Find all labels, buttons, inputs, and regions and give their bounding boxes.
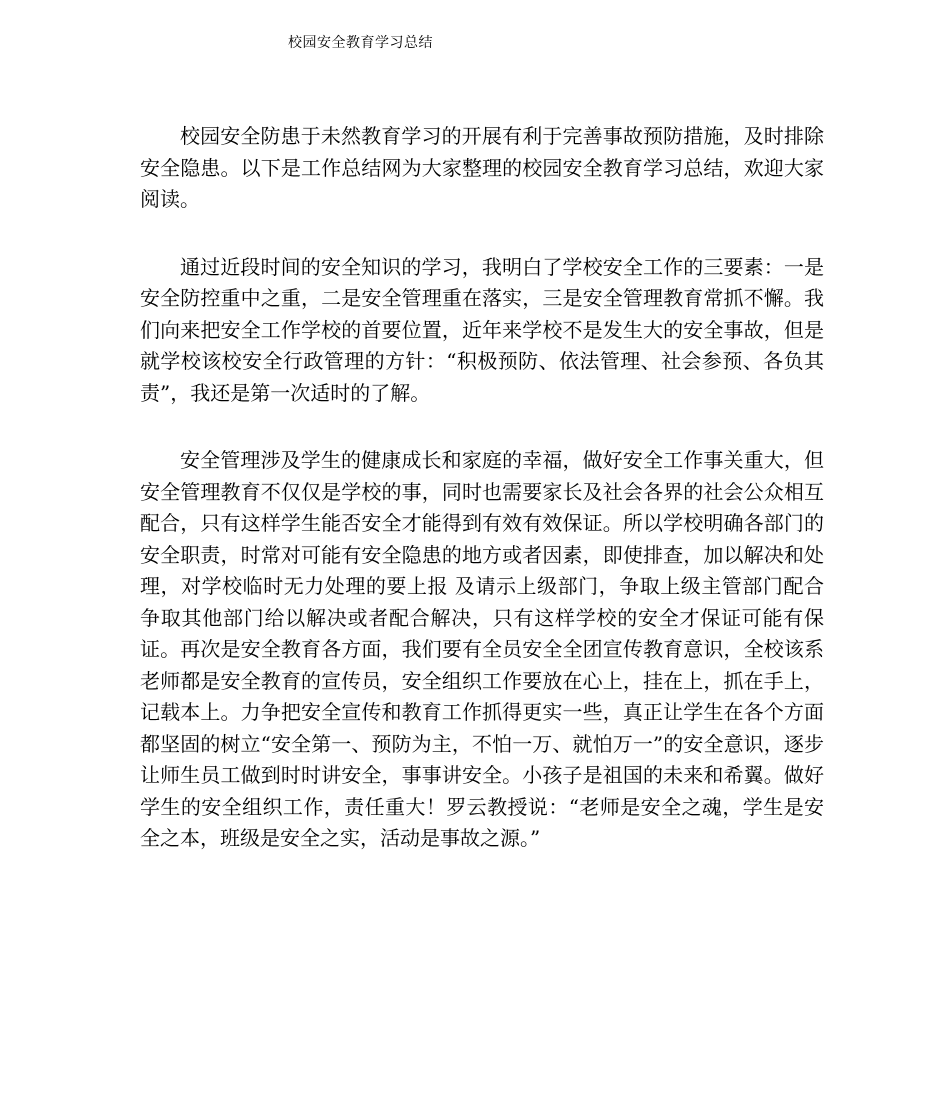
paragraph-safety-management: 安全管理涉及学生的健康成长和家庭的幸福，做好安全工作事关重大，但安全管理教育不仅仅是学校的事，同时也需要家长及社会各界的社会公众相互配合，只有这样学生能否安全才能得到有效有效保证。所以学校明确各部门的安全职责，时常对可能有安全隐患的地方或者因素，即使排查，加以解决和处理，对学校临时无力处理的要上报 及请示上级部门，争取上级主管部门配合争取其他部门给以解决或者配合解决，只有这样学校的安全才保证可能有保证。再次是安全教育各方面，我们要有全员安全全团宣传教育意识，全校该系老师都是安全教育的宣传员，安全组织工作要放在心上，挂在上，抓在手上，记载本上。力争把安全宣传和教育工作抓得更实一些，真正让学生在各个方面都坚固的树立“安全第一、预防为主，不怕一万、就怕万一”的安全意识，逐步让师生员工做到时时讲安全，事事讲安全。小孩子是祖国的未来和希翼。做好学生的安全组织工作，责任重大！罗云教授说：“老师是安全之魂，学生是安全之本，班级是安全之实，活动是事故之源。” [140, 448, 824, 850]
paragraph-intro: 校园安全防患于未然教育学习的开展有利于完善事故预防措施，及时排除安全隐患。以下是工作总结网为大家整理的校园安全教育学习总结，欢迎大家阅读。 [140, 124, 824, 211]
document-body [140, 121, 824, 855]
paragraph-three-elements: 通过近段时间的安全知识的学习，我明白了学校安全工作的三要素：一是安全防控重中之重，二是安全管理重在落实，三是安全管理教育常抓不懈。我们向来把安全工作学校的首要位置，近年来学校不是发生大的安全事故，但是就学校该校安全行政管理的方针：“积极预防、依法管理、社会参预、各负其责”，我还是第一次适时的了解。 [140, 254, 824, 405]
document-header: 校园安全教育学习总结 [288, 35, 433, 51]
